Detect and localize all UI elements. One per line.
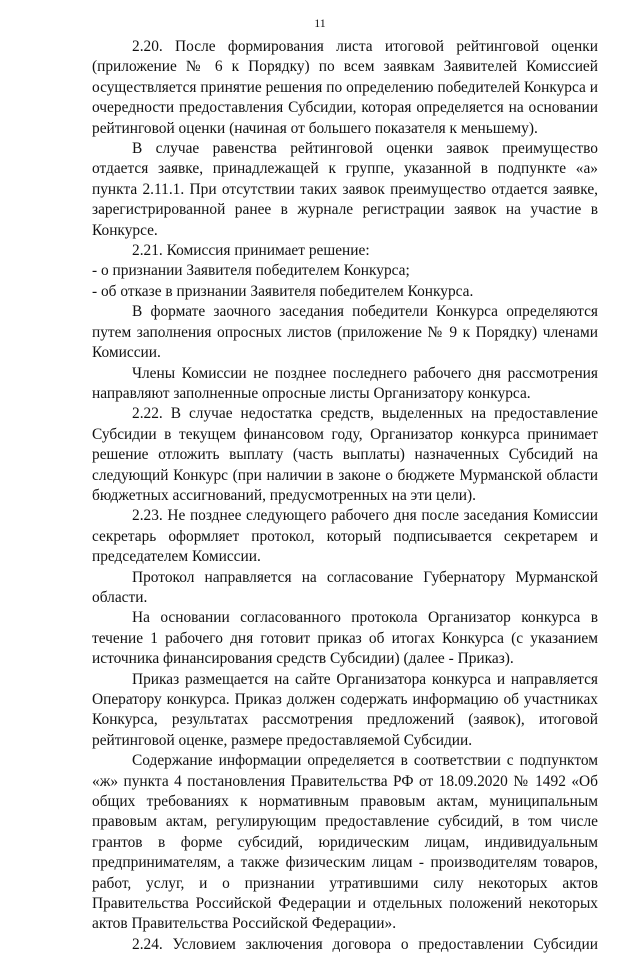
page-number: 11 [314,16,326,30]
document-body [92,37,598,955]
paragraph-protocol-approval: Протокол направляется на согласование Губернатору Мурманской области. [92,568,598,606]
list-item-refuse-winner: - об отказе в признании Заявителя победителем Конкурса. [92,282,474,300]
paragraph-2-22: 2.22. В случае недостатка средств, выделенных на предоставление Субсидии в текущем финансовом году, Организатор конкурса принимает решение отложить выплату (часть выплаты) назначенных Субсидий на следующий Конкурс (при наличии в законе о бюджете Мурманской области бюджетных ассигнований, предусмотренных на эти цели). [92,405,598,504]
paragraph-order-publication: Приказ размещается на сайте Организатора конкурса и направляется Оператору конкурса. Приказ должен содержать информацию об участниках Конкурса, результатах рассмотрения предложений (заявок), итоговой рейтинговой оценке, размере предоставляемой Субсидии. [92,670,598,749]
paragraph-2-24: 2.24. Условием заключения договора о предоставлении Субсидии [132,935,598,953]
paragraph-information-content: Содержание информации определяется в соответствии с подпунктом «ж» пункта 4 постановления Правительства РФ от 18.09.2020 № 1492 «Об общих требованиях к нормативным правовым актам, муниципальным правовым актам, регулирующим предоставление субсидий, в том числе грантов в форме субсидий, юридическим лицам, индивидуальным предпринимателям, а также физическим лицам - производителям товаров, работ, услуг, и о признании утратившими силу некоторых актов Правительства Российской Федерации и отдельных положений некоторых актов Правительства Российской Федерации». [92,752,598,933]
paragraph-order-preparation: На основании согласованного протокола Организатор конкурса в течение 1 рабочего дня готовит приказ об итогах Конкурса (с указанием источника финансирования средств Субсидии) (далее - Приказ). [92,609,598,668]
paragraph-2-20: 2.20. После формирования листа итоговой рейтинговой оценки (приложение № 6 к Порядку) по всем заявкам Заявителей Комиссией осуществляется принятие решения по определению победителей Конкурса и очередности предоставления Субсидии, которая определяется на основании рейтинговой оценки (начиная от большего показателя к меньшему). [92,38,598,137]
paragraph-absentee-meeting: В формате заочного заседания победители Конкурса определяются путем заполнения опросных листов (приложение № 9 к Порядку) членами Комиссии. [92,303,598,362]
paragraph-2-23: 2.23. Не позднее следующего рабочего дня после заседания Комиссии секретарь оформляет протокол, который подписывается секретарем и председателем Комиссии. [92,507,598,566]
list-item-recognize-winner: - о признании Заявителя победителем Конкурса; [92,262,410,280]
paragraph-equal-rating: В случае равенства рейтинговой оценки заявок преимущество отдается заявке, принадлежащей к группе, указанной в подпункте «а» пункта 2.11.1. При отсутствии таких заявок преимущество отдается заявке, зарегистрированной ранее в журнале регистрации заявок на участие в Конкурсе. [92,140,598,239]
paragraph-commission-members: Члены Комиссии не позднее последнего рабочего дня рассмотрения направляют заполненные опросные листы Организатору конкурса. [92,364,598,402]
paragraph-2-21: 2.21. Комиссия принимает решение: [132,242,370,260]
